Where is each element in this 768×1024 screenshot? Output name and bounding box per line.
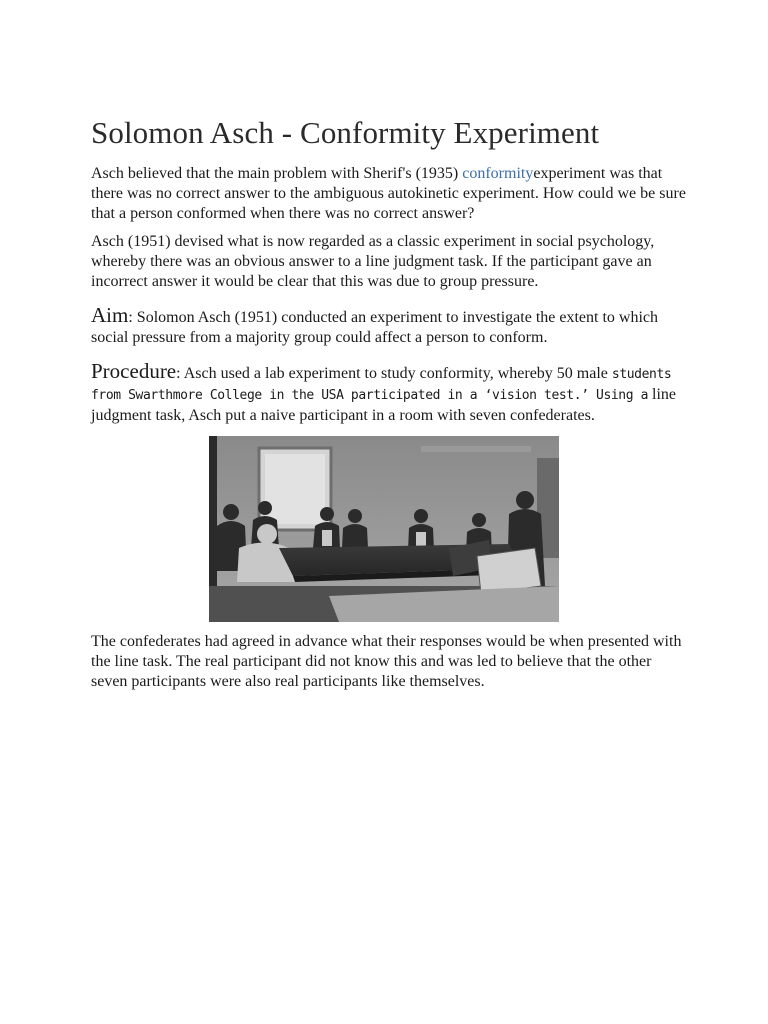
experiment-photo (209, 436, 559, 622)
aim-paragraph (91, 304, 691, 348)
confederates-paragraph: The confederates had agreed in advance what their responses would be when presented with the line task. The real participant did not know this and was led to believe that the other seven participants were also real participants like themselves. (91, 633, 682, 690)
aim-text: : Solomon Asch (1951) conducted an experiment to investigate the extent to which social pressure from a majority group could affect a person to conform. (91, 309, 658, 346)
experiment-photo-image (209, 436, 559, 622)
conformity-link[interactable]: conformity (462, 165, 534, 182)
background-paragraph: Asch (1951) devised what is now regarded as a classic experiment in social psychology, whereby there was an obvious answer to a line judgment task. If the participant gave an incorrect answer it would be clear that this was due to group pressure. (91, 233, 655, 290)
procedure-text-a: : Asch used a lab experiment to study conformity, whereby 50 male (176, 365, 612, 382)
procedure-heading: Procedure (91, 359, 177, 383)
aim-heading: Aim (91, 303, 129, 327)
procedure-text-b: line judgment task, Asch put a naive participant in a room with seven confederates. (91, 386, 676, 424)
intro-paragraph (91, 164, 691, 224)
procedure-paragraph (91, 360, 691, 426)
document-title: Solomon Asch - Conformity Experiment (91, 115, 600, 150)
intro-text-end: experiment was that there was no correct answer to the ambiguous autokinetic experiment. How could we be sure that a person conformed when there was no correct answer? (91, 165, 686, 222)
procedure-text-mono: students from Swarthmore College in the USA participated in a ‘vision test.’ Using a (91, 367, 672, 403)
document-page (91, 112, 691, 700)
intro-text-start: Asch believed that the main problem with Sherif's (1935) (91, 165, 463, 182)
